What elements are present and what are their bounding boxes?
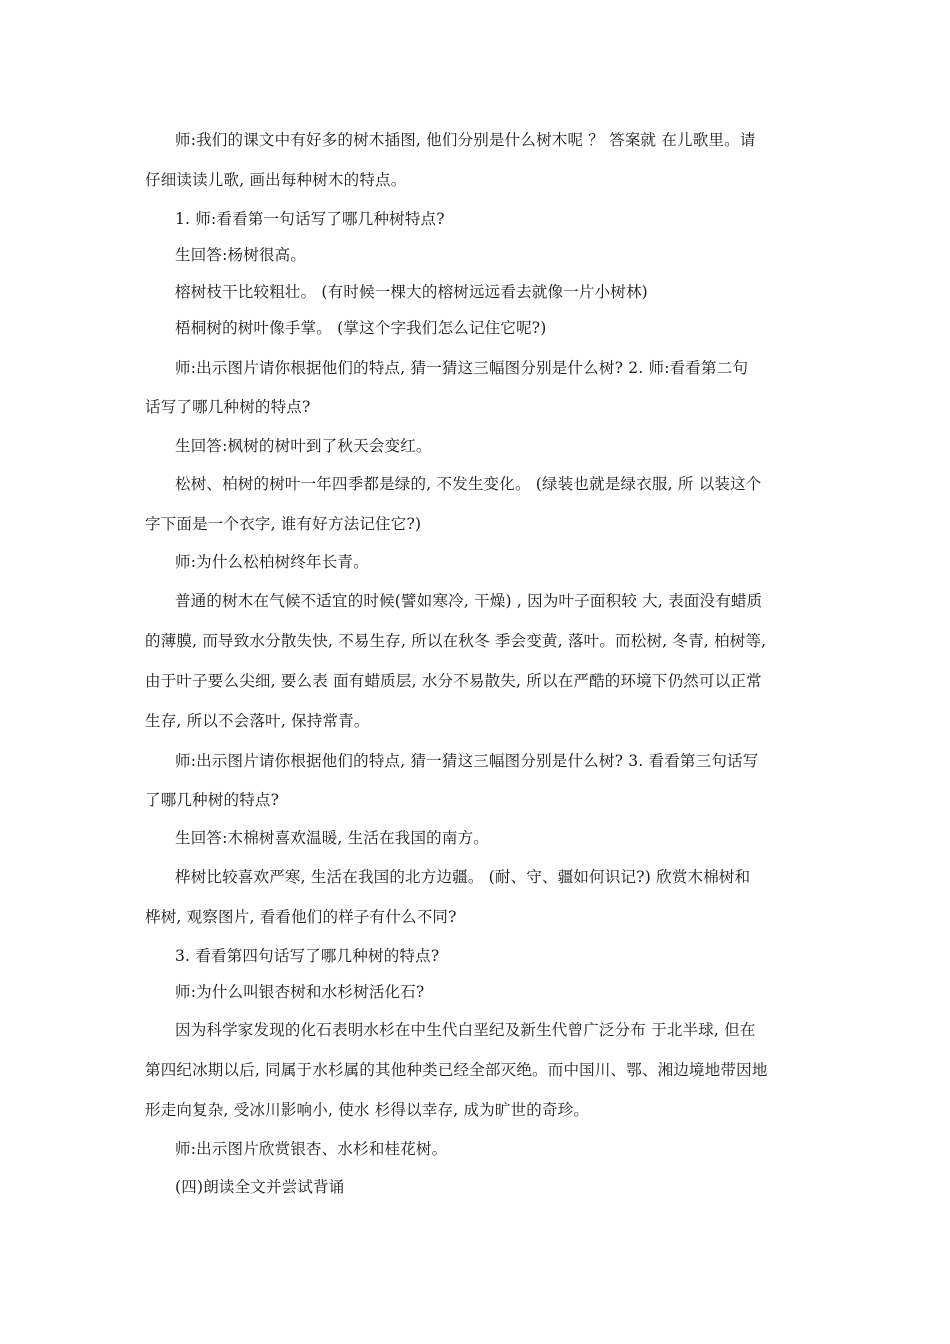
text-line: 师:出示图片请你根据他们的特点, 猜一猜这三幅图分别是什么树? 2. 师:看看第二句 <box>175 359 749 377</box>
text-line: 字下面是一个衣字, 谁有好方法记住它?) <box>145 515 422 533</box>
text-line: 榕树枝干比较粗壮。 (有时候一棵大的榕树远远看去就像一片小树林) <box>175 283 648 301</box>
text-line: 3. 看看第四句话写了哪几种树的特点? <box>175 947 440 965</box>
section-heading: (四)朗读全文并尝试背诵 <box>175 1178 345 1196</box>
text-line: 形走向复杂, 受冰川影响小, 使水 杉得以幸存, 成为旷世的奇珍。 <box>145 1101 590 1119</box>
text-line: 由于叶子要么尖细, 要么表 面有蜡质层, 水分不易散失, 所以在严酷的环境下仍然可以正常 <box>145 672 762 690</box>
text-line: 师:为什么叫银杏树和水杉树活化石? <box>175 983 425 1001</box>
text-line: 了哪几种树的特点? <box>145 791 280 809</box>
text-line: 师:出示图片请你根据他们的特点, 猜一猜这三幅图分别是什么树? 3. 看看第三句话写 <box>175 752 759 770</box>
text-line: 师:为什么松柏树终年长青。 <box>175 553 369 571</box>
text-line: 因为科学家发现的化石表明水杉在中生代白垩纪及新生代曾广泛分布 于北半球, 但在 <box>175 1021 756 1039</box>
text-line: 生回答:杨树很高。 <box>175 246 307 264</box>
text-line: 的薄膜, 而导致水分散失快, 不易生存, 所以在秋冬 季会变黄, 落叶。而松树, 冬青, 柏树等, <box>145 632 767 650</box>
text-line: 第四纪冰期以后, 同属于水杉属的其他种类已经全部灭绝。而中国川、鄂、湘边境地带因地 <box>145 1061 768 1079</box>
text-line: 话写了哪几种树的特点? <box>145 398 311 416</box>
text-line: 梧桐树的树叶像手掌。 (掌这个字我们怎么记住它呢?) <box>175 319 547 337</box>
text-line: 松树、柏树的树叶一年四季都是绿的, 不发生变化。 (绿装也就是绿衣服, 所 以装这个 <box>175 475 762 493</box>
text-line: 1. 师:看看第一句话写了哪几种树特点? <box>175 210 445 228</box>
text-line: 生存, 所以不会落叶, 保持常青。 <box>145 712 370 730</box>
text-line: 师:出示图片欣赏银杏、水杉和桂花树。 <box>175 1140 448 1158</box>
text-line: 桦树, 观察图片, 看看他们的样子有什么不同? <box>145 908 457 926</box>
text-line: 桦树比较喜欢严寒, 生活在我国的北方边疆。 (耐、守、疆如何识记?) 欣赏木棉树和 <box>175 868 751 886</box>
text-line: 生回答:木棉树喜欢温暖, 生活在我国的南方。 <box>175 829 489 847</box>
text-line: 普通的树木在气候不适宜的时候(譬如寒冷, 干燥) , 因为叶子面积较 大, 表面没有蜡质 <box>175 592 763 610</box>
text-line: 仔细读读儿歌, 画出每种树木的特点。 <box>145 171 407 189</box>
text-line: 师:我们的课文中有好多的树木插图, 他们分别是什么树木呢 ？ 答案就 在儿歌里。请 <box>175 131 756 149</box>
text-line: 生回答:枫树的树叶到了秋天会变红。 <box>175 437 432 455</box>
